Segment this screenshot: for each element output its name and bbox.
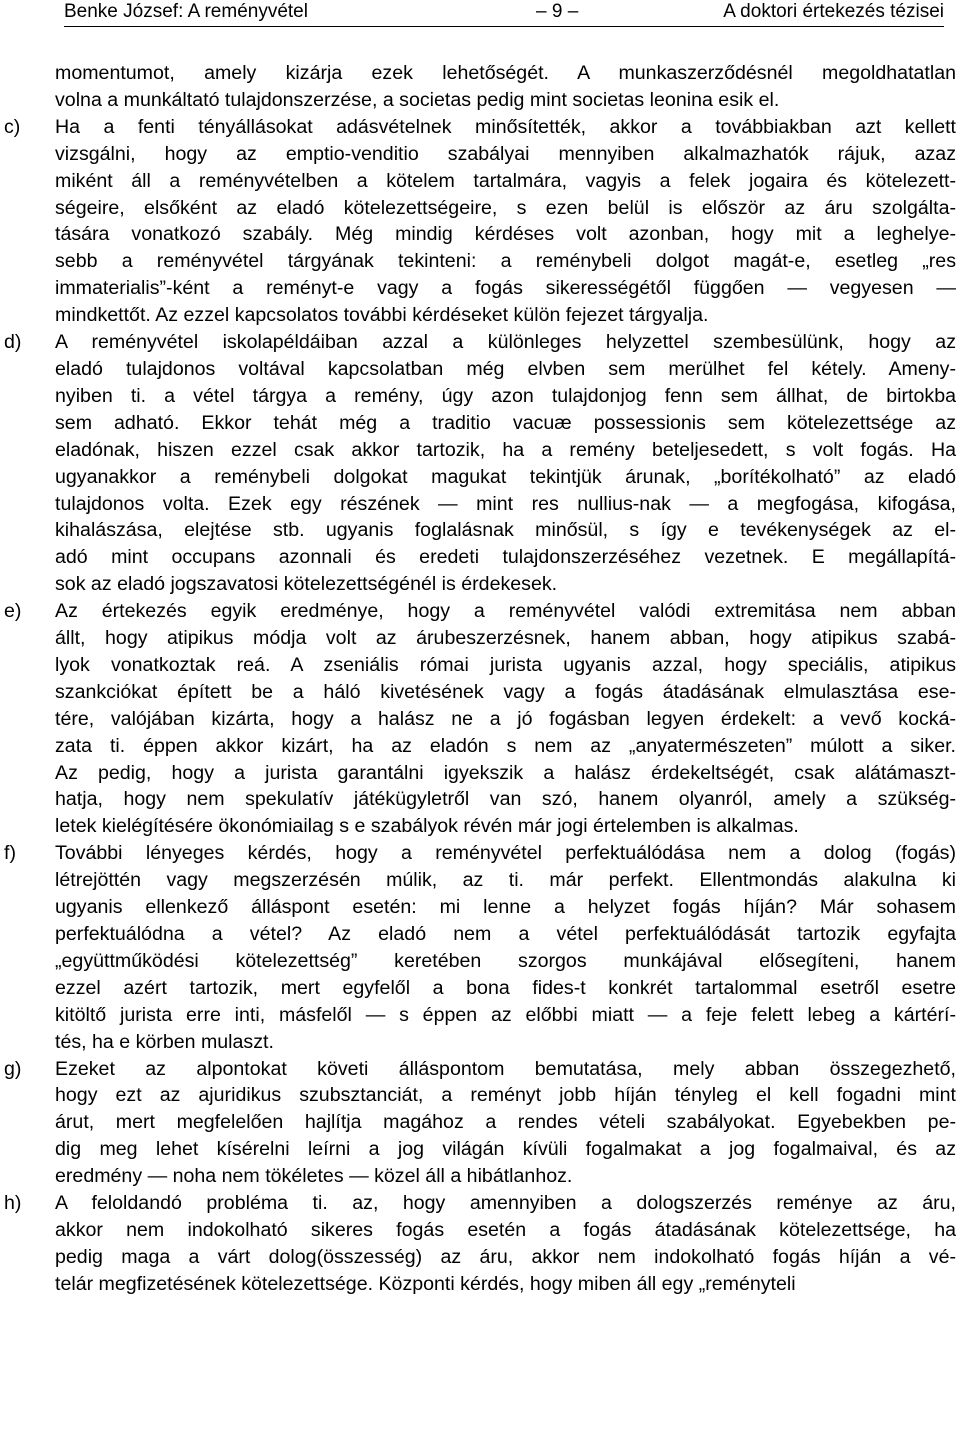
text-line: ségeire, elsőként az eladó kötelezettségeire, s ezen belül is először az áru szolgálta-	[55, 196, 956, 219]
text-line: akkor nem indokolható sikeres fogás esetén a fogás átadásának kötelezettsége, ha	[55, 1218, 956, 1241]
text-line: kihalászása, elejtése stb. ugyanis foglalásnak minősül, s így e tevékenységek az el-	[55, 519, 956, 542]
text-line: szankciókat épített be a háló kivetésének vagy a fogás átadásának elmulasztása ese-	[55, 680, 956, 703]
list-item-marker: h)	[4, 1192, 22, 1215]
list-item-paragraph	[55, 1190, 956, 1298]
list-item	[0, 329, 960, 598]
text-line: sebb a reményvétel tárgyának tekinteni: a reménybeli dolgot magát-e, esetleg „res	[55, 250, 956, 273]
text-line: mindkettőt. Az ezzel kapcsolatos további kérdéseket külön fejezet tárgyalja.	[55, 304, 709, 327]
list-item-paragraph	[55, 114, 956, 329]
text-line: nyiben ti. a vétel tárgya a remény, úgy azon tulajdonjog fenn sem állhat, de birtokba	[55, 384, 956, 407]
text-line: Ezeket az alpontokat követi álláspontom bemutatása, mely abban összegezhető,	[55, 1057, 956, 1080]
list-item-paragraph	[55, 1056, 956, 1191]
text-line: árut, mert megfelelően hajlítja magához a rendes vételi szabályokat. Egyebekben pe-	[55, 1111, 956, 1134]
text-line: eladónak, hiszen ezzel csak akkor tartozik, ha a remény beteljesedett, s volt fogás. Ha	[55, 438, 956, 461]
text-line: dig meg lehet kísérelni leírni a jog világán kívüli fogalmakat a jog fogalmaival, és az	[55, 1138, 956, 1161]
list-item-paragraph	[55, 598, 956, 840]
text-line: miként áll a reményvételben a kötelem tartalmára, vagyis a felek jogaira és kötelezett-	[55, 169, 956, 192]
text-line: zata ti. éppen akkor kizárt, ha az eladón s nem az „anyatermészeten” múlott a siker.	[55, 734, 956, 757]
text-line: létrejöttén vagy megszerzésén múlik, az ti. már perfekt. Ellentmondás alakulna ki	[55, 869, 956, 892]
list-item-paragraph	[55, 329, 956, 598]
list-item-marker: c)	[4, 115, 21, 138]
text-line: telár megfizetésének kötelezettsége. Központi kérdés, hogy miben áll egy „reményteli	[55, 1272, 796, 1295]
text-line: hogy ezt az ajuridikus szubsztanciát, a reményt jobb híján tényleg el kell fogadni mint	[55, 1084, 956, 1107]
text-line: pedig maga a várt dolog(összesség) az áru, akkor nem indokolható fogás híján a vé-	[55, 1245, 956, 1268]
text-line: vizsgálni, hogy az emptio-venditio szabályai mennyiben alkalmazhatók rájuk, azaz	[55, 142, 956, 165]
header-section-title: A doktori értekezés tézisei	[723, 1, 944, 22]
text-line: immaterialis”-ként a reményt-e vagy a fogás sikerességétől függően — vegyesen —	[55, 277, 956, 300]
text-line: tulajdonos volta. Ezek egy részének — mint res nullius-nak — a megfogása, kifogása,	[55, 492, 956, 515]
text-line: eredmény — noha nem tökéletes — közel áll a hibátlanhoz.	[55, 1165, 573, 1188]
text-line: adó mint occupans azonnali és eredeti tulajdonszerzéséhez vezetnek. E megállapítá-	[55, 546, 956, 569]
text-line: Az értekezés egyik eredménye, hogy a reményvétel valódi extremitása nem abban	[55, 600, 956, 623]
list-item	[0, 1190, 960, 1298]
text-line: letek kielégítésére ökonómiailag s e szabályok révén már jogi értelemben is alkalmas.	[55, 815, 799, 838]
text-line: A reményvétel iskolapéldáiban azzal a különleges helyzettel szembesülünk, hogy az	[55, 331, 956, 354]
text-line: Ha a fenti tényállásokat adásvételnek minősítették, akkor a továbbiakban azt kellett	[55, 115, 956, 138]
page-number: – 9 –	[536, 1, 579, 22]
text-line: Az pedig, hogy a jurista garantálni igyekszik a halász érdekeltségét, csak alátámaszt-	[55, 761, 956, 784]
text-line: ugyanakkor a reménybeli dolgokat magukat tekintjük árunak, „borítékolható” az eladó	[55, 465, 956, 488]
list-item	[0, 598, 960, 840]
text-line: tására vonatkozó szabály. Még mindig kérdéses volt azonban, hogy mit a leghelye-	[55, 223, 956, 246]
list-item	[0, 1056, 960, 1191]
text-line: A feloldandó probléma ti. az, hogy amennyiben a dologszerzés reménye az áru,	[55, 1192, 956, 1215]
list-item-marker: d)	[4, 331, 22, 354]
enumerated-list	[0, 114, 960, 1298]
text-line: ugyanis ellenkező álláspont esetén: mi lenne a helyzet fogás híján? Már sohasem	[55, 896, 956, 919]
text-line: sok az eladó jogszavatosi kötelezettségénél is érdekesek.	[55, 573, 558, 596]
list-item-paragraph	[55, 840, 956, 1055]
text-line: volna a munkáltató tulajdonszerzése, a societas pedig mint societas leonina esik el.	[55, 88, 780, 111]
text-line: lyok vonatkoztak reá. A zseniális római jurista ugyanis azzal, hogy speciális, atipikus	[55, 653, 956, 676]
list-item-marker: g)	[4, 1057, 22, 1080]
text-line: hatja, hogy nem spekulatív játékügyletről van szó, hanem olyanról, amely a szükség-	[55, 788, 956, 811]
text-line: „együttműködési kötelezettség” keretében szorgos munkájával elősegíteni, hanem	[55, 949, 956, 972]
intro-paragraph	[55, 60, 956, 114]
text-line: kitöltő jurista erre inti, másfelől — s éppen az előbbi miatt — a feje felett lebeg a kártérí-	[55, 1003, 956, 1026]
list-item-marker: e)	[4, 600, 22, 623]
text-line: sem adható. Ekkor tehát még a traditio vacuæ possessionis sem kötelezettsége az	[55, 411, 956, 434]
text-line: eladó tulajdonos voltával kapcsolatban még elvben sem merülhet fel kétely. Ameny-	[55, 357, 956, 380]
list-item	[0, 114, 960, 329]
list-item	[0, 840, 960, 1055]
text-line: További lényeges kérdés, hogy a reményvétel perfektuálódása nem a dolog (fogás)	[55, 842, 956, 865]
list-item-marker: f)	[4, 842, 16, 865]
text-line: perfektuálódna a vétel? Az eladó nem a vétel perfektuálódását tartozik egyfajta	[55, 923, 956, 945]
text-line: ezzel azért tartozik, mert egyfelől a bona fides-t konkrét tartalommal esetről esetre	[55, 976, 956, 999]
text-line: állt, hogy atipikus módja volt az árubeszerzésnek, hanem abban, hogy atipikus szabá-	[55, 627, 956, 650]
text-line: momentumot, amely kizárja ezek lehetőségét. A munkaszerződésnél megoldhatatlan	[55, 62, 956, 84]
running-header	[64, 0, 944, 27]
text-line: tére, valójában kizárta, hogy a halász ne a jó fogásban legyen érdekelt: a vevő kocká-	[55, 707, 956, 730]
header-author-title: Benke József: A reményvétel	[64, 1, 308, 22]
text-line: tés, ha e körben mulaszt.	[55, 1030, 274, 1053]
body-text	[0, 60, 960, 1298]
